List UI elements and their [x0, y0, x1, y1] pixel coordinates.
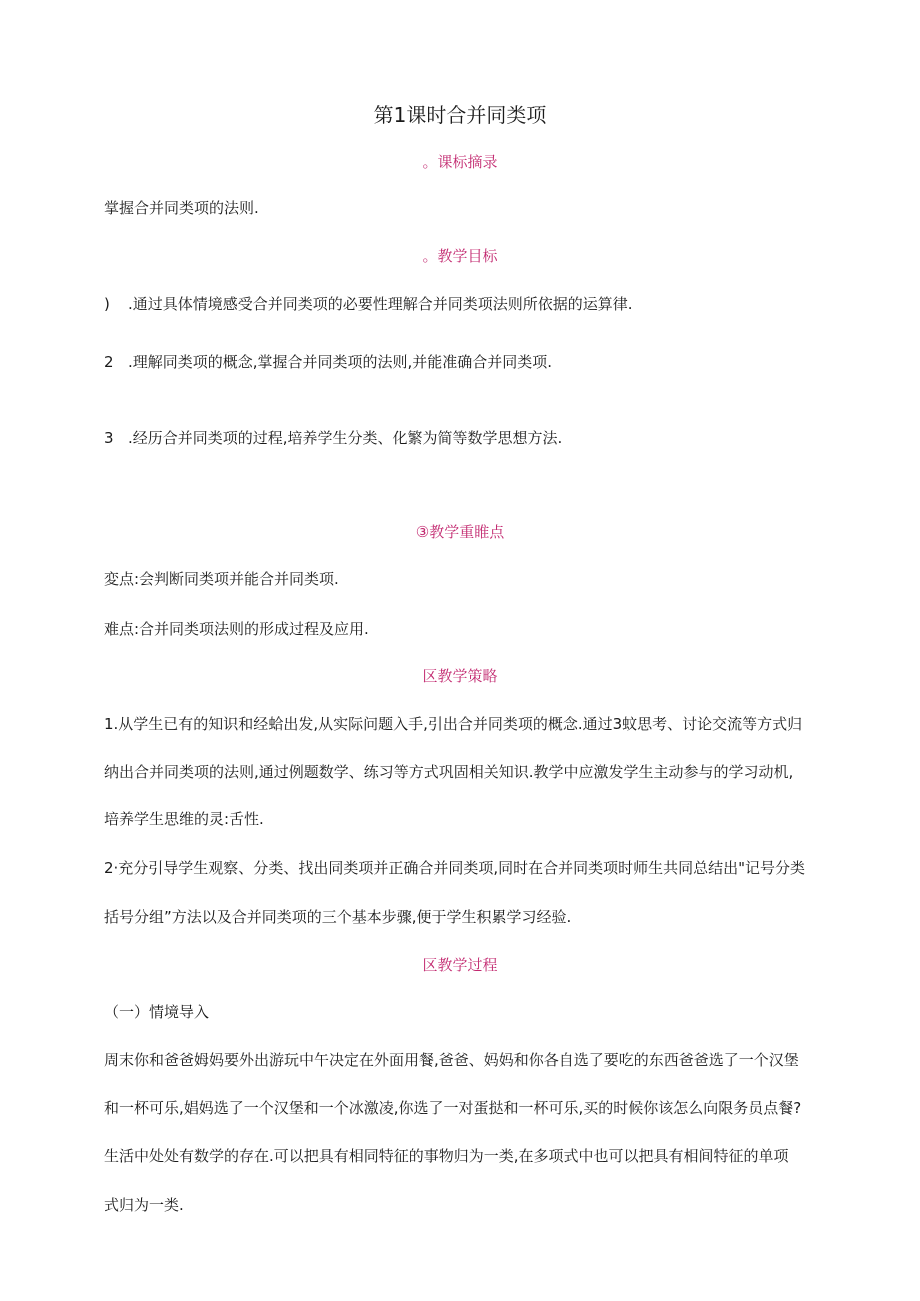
- strategy-line: 括号分组”方法以及合并同类项的三个基本步骤,便于学生积累学习经验.: [104, 908, 572, 926]
- goals-heading: 。教学目标: [422, 247, 498, 265]
- process-line: 和一杯可乐,娼妈选了一个汉堡和一个冰激凌,你选了一对蛋挞和一杯可乐,买的时候你该怎么向限务员点餐?: [104, 1099, 802, 1117]
- keypoints-heading: ③教学重睢点: [415, 523, 505, 541]
- process-line: 生活中处处有数学的存在.可以把具有相同特征的事物归为一类,在多项式中也可以把具有相间特征的单项: [104, 1147, 789, 1165]
- goal-item: [104, 428, 820, 448]
- keypoint-focus: 変点:会判断同类项并能合并同类项.: [104, 570, 339, 588]
- strategy-line: 纳出合并同类项的法则,通过例题数学、练习等方式巩固相关知识.教学中应激发学生主动参与的学习动机,: [104, 763, 794, 781]
- process-heading: 区教学过程: [422, 956, 498, 974]
- goal-text: .经历合并同类项的过程,培养学生分类、化繁为简等数学思想方法.: [128, 429, 563, 447]
- strategy-heading: 区教学策略: [422, 667, 498, 685]
- keypoint-difficulty: 难点:合并同类项法则的形成过程及应用.: [104, 620, 369, 638]
- strategy-line: 1.从学生已有的知识和经蛤出发,从实际问题入手,引出合并同类项的概念.通过3蚊思考、讨论交流等方式归: [104, 715, 803, 733]
- goal-text: .理解同类项的概念,掌握合并同类项的法则,并能准确合并同类项.: [128, 353, 553, 371]
- abstract-text: 掌握合并同类项的法则.: [104, 199, 259, 217]
- goal-number: ): [104, 295, 110, 313]
- goal-item: [104, 294, 820, 314]
- goal-text: .通过具体情境感受合并同类项的必要性理解合并同类项法则所依据的运算律.: [128, 295, 633, 313]
- page-title: 第1课时合并同类项: [373, 103, 547, 127]
- process-line: 式归为一类.: [104, 1196, 184, 1214]
- goal-item: [104, 352, 820, 372]
- abstract-heading: 。课标摘录: [422, 153, 498, 171]
- strategy-line: 2·充分引导学生观察、分类、找出同类项并正确合并同类项,同时在合并同类项时师生共同总结出"记号分类: [104, 859, 805, 877]
- strategy-line: 培养学生思维的灵:舌性.: [104, 810, 264, 828]
- process-line: 周末你和爸爸姆妈要外出游玩中午决定在外面用餐,爸爸、妈妈和你各自选了要吃的东西爸爸选了一个汉堡: [104, 1051, 799, 1069]
- goal-number: 2: [104, 353, 114, 371]
- process-subheading: （一）情境导入: [104, 1003, 210, 1021]
- goal-number: 3: [104, 429, 114, 447]
